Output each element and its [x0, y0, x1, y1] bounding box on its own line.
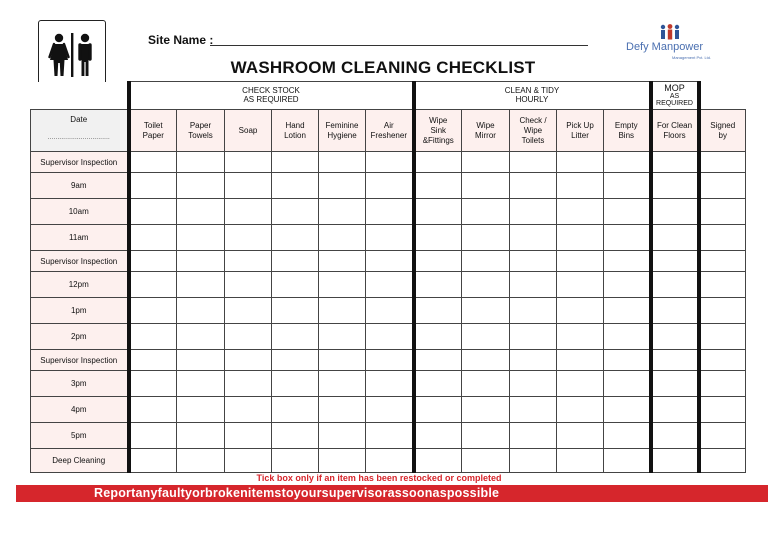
tick-box[interactable] [366, 423, 414, 449]
tick-box[interactable] [129, 397, 177, 423]
tick-box[interactable] [225, 324, 272, 350]
tick-box[interactable] [557, 173, 604, 199]
tick-box[interactable] [366, 251, 414, 272]
tick-box[interactable] [557, 449, 604, 473]
tick-box[interactable] [272, 449, 319, 473]
tick-box[interactable] [129, 251, 177, 272]
group-header-row [31, 82, 746, 110]
table-row [31, 350, 746, 371]
tick-box[interactable] [225, 397, 272, 423]
tick-box[interactable] [177, 371, 225, 397]
tick-box[interactable] [604, 152, 651, 173]
row-label: 1pm [31, 298, 129, 324]
tick-box[interactable] [129, 199, 177, 225]
table-row [31, 423, 746, 449]
tick-box[interactable] [177, 449, 225, 473]
tick-box[interactable] [604, 449, 651, 473]
date-column-header: Date ................................ [31, 110, 129, 152]
tick-box[interactable] [557, 324, 604, 350]
tick-box[interactable] [604, 225, 651, 251]
table-row [31, 272, 746, 298]
tick-box[interactable] [319, 199, 366, 225]
group-mop: MOP AS REQUIRED [651, 82, 699, 110]
tick-box[interactable] [272, 251, 319, 272]
blank-signed-group [699, 82, 746, 110]
col-wipe-sink: Wipe Sink &Fittings [414, 110, 462, 152]
tick-box[interactable] [651, 152, 699, 173]
tick-box[interactable] [510, 324, 557, 350]
row-label: 5pm [31, 423, 129, 449]
row-label: Supervisor Inspection [31, 251, 129, 272]
tick-box[interactable] [366, 371, 414, 397]
col-air-freshener: Air Freshener [366, 110, 414, 152]
tick-box[interactable] [414, 423, 462, 449]
table-row [31, 324, 746, 350]
tick-box[interactable] [366, 350, 414, 371]
tick-box[interactable] [699, 423, 746, 449]
tick-box[interactable] [651, 199, 699, 225]
tick-box[interactable] [462, 298, 510, 324]
col-wipe-mirror: Wipe Mirror [462, 110, 510, 152]
tick-box[interactable] [462, 173, 510, 199]
tick-box[interactable] [557, 397, 604, 423]
tick-box[interactable] [319, 449, 366, 473]
tick-box[interactable] [699, 251, 746, 272]
tick-box[interactable] [225, 199, 272, 225]
site-name-label: Site Name : [148, 33, 214, 47]
tick-box[interactable] [557, 272, 604, 298]
tick-box[interactable] [651, 423, 699, 449]
tick-box[interactable] [177, 225, 225, 251]
tick-box[interactable] [414, 152, 462, 173]
tick-box[interactable] [177, 397, 225, 423]
page-title: WASHROOM CLEANING CHECKLIST [230, 58, 536, 77]
tick-box[interactable] [510, 173, 557, 199]
col-soap: Soap [225, 110, 272, 152]
tick-box[interactable] [462, 199, 510, 225]
tick-box[interactable] [604, 251, 651, 272]
tick-box[interactable] [557, 371, 604, 397]
tick-box[interactable] [699, 173, 746, 199]
tick-box[interactable] [604, 199, 651, 225]
tick-box[interactable] [604, 298, 651, 324]
tick-box[interactable] [414, 449, 462, 473]
col-hand-lotion: Hand Lotion [272, 110, 319, 152]
tick-box[interactable] [462, 449, 510, 473]
tick-box[interactable] [366, 324, 414, 350]
row-label: 11am [31, 225, 129, 251]
tick-box[interactable] [557, 350, 604, 371]
table-row [31, 449, 746, 473]
tick-box[interactable] [129, 152, 177, 173]
tick-box[interactable] [272, 298, 319, 324]
tick-box[interactable] [319, 423, 366, 449]
table-row [31, 199, 746, 225]
tick-box[interactable] [462, 152, 510, 173]
tick-box[interactable] [366, 449, 414, 473]
tick-box[interactable] [177, 324, 225, 350]
table-row [31, 397, 746, 423]
tick-box[interactable] [319, 350, 366, 371]
tick-box[interactable] [225, 173, 272, 199]
tick-box[interactable] [129, 423, 177, 449]
tick-box[interactable] [462, 397, 510, 423]
tick-box[interactable] [414, 173, 462, 199]
tick-box[interactable] [414, 199, 462, 225]
tick-box[interactable] [272, 173, 319, 199]
tick-box[interactable] [557, 225, 604, 251]
row-label: Deep Cleaning [31, 449, 129, 473]
tick-box[interactable] [699, 225, 746, 251]
tick-box[interactable] [651, 371, 699, 397]
tick-box[interactable] [129, 272, 177, 298]
row-label: Supervisor Inspection [31, 152, 129, 173]
col-pick-up-litter: Pick Up Litter [557, 110, 604, 152]
tick-box[interactable] [129, 298, 177, 324]
tick-box[interactable] [699, 449, 746, 473]
col-paper-towels: Paper Towels [177, 110, 225, 152]
row-label: 12pm [31, 272, 129, 298]
column-header-row [31, 110, 746, 152]
tick-box[interactable] [462, 423, 510, 449]
blank-corner [31, 82, 129, 110]
tick-box[interactable] [510, 298, 557, 324]
tick-box[interactable] [272, 371, 319, 397]
tick-box[interactable] [510, 199, 557, 225]
footer-note: Tick box only if an item has been restocked or completed [256, 473, 502, 483]
tick-box[interactable] [319, 272, 366, 298]
tick-box[interactable] [177, 423, 225, 449]
tick-box[interactable] [272, 152, 319, 173]
row-label: 3pm [31, 371, 129, 397]
tick-box[interactable] [177, 152, 225, 173]
tick-box[interactable] [177, 173, 225, 199]
tick-box[interactable] [699, 152, 746, 173]
row-label: 10am [31, 199, 129, 225]
tick-box[interactable] [319, 251, 366, 272]
tick-box[interactable] [699, 324, 746, 350]
tick-box[interactable] [319, 371, 366, 397]
tick-box[interactable] [651, 298, 699, 324]
tick-box[interactable] [510, 350, 557, 371]
tick-box[interactable] [510, 272, 557, 298]
tick-box[interactable] [225, 152, 272, 173]
tick-box[interactable] [604, 272, 651, 298]
tick-box[interactable] [414, 298, 462, 324]
col-empty-bins: Empty Bins [604, 110, 651, 152]
tick-box[interactable] [557, 199, 604, 225]
tick-box[interactable] [225, 251, 272, 272]
tick-box[interactable] [225, 272, 272, 298]
col-for-clean-floors: For Clean Floors [651, 110, 699, 152]
tick-box[interactable] [177, 251, 225, 272]
tick-box[interactable] [129, 371, 177, 397]
tick-box[interactable] [366, 199, 414, 225]
tick-box[interactable] [510, 225, 557, 251]
tick-box[interactable] [557, 152, 604, 173]
tick-box[interactable] [177, 272, 225, 298]
tick-box[interactable] [462, 272, 510, 298]
tick-box[interactable] [651, 449, 699, 473]
tick-box[interactable] [651, 324, 699, 350]
tick-box[interactable] [510, 397, 557, 423]
row-label: 4pm [31, 397, 129, 423]
tick-box[interactable] [462, 225, 510, 251]
tick-box[interactable] [177, 199, 225, 225]
tick-box[interactable] [604, 350, 651, 371]
tick-box[interactable] [319, 173, 366, 199]
logo-subtitle: Management Pvt. Ltd. [672, 55, 712, 60]
tick-box[interactable] [225, 371, 272, 397]
tick-box[interactable] [366, 225, 414, 251]
tick-box[interactable] [557, 423, 604, 449]
tick-box[interactable] [177, 350, 225, 371]
tick-box[interactable] [510, 449, 557, 473]
tick-box[interactable] [604, 173, 651, 199]
tick-box[interactable] [414, 225, 462, 251]
tick-box[interactable] [604, 371, 651, 397]
table-row [31, 298, 746, 324]
group-clean-tidy: CLEAN & TIDY HOURLY [414, 82, 651, 110]
tick-box[interactable] [272, 199, 319, 225]
tick-box[interactable] [272, 324, 319, 350]
tick-box[interactable] [699, 199, 746, 225]
tick-box[interactable] [462, 251, 510, 272]
tick-box[interactable] [129, 324, 177, 350]
tick-box[interactable] [319, 152, 366, 173]
row-label: 9am [31, 173, 129, 199]
tick-box[interactable] [366, 397, 414, 423]
tick-box[interactable] [651, 173, 699, 199]
tick-box[interactable] [604, 423, 651, 449]
tick-box[interactable] [319, 225, 366, 251]
tick-box[interactable] [651, 350, 699, 371]
tick-box[interactable] [604, 397, 651, 423]
col-signed-by: Signed by [699, 110, 746, 152]
tick-box[interactable] [699, 350, 746, 371]
table-row [31, 152, 746, 173]
restroom-icon-box [38, 20, 106, 90]
col-feminine-hygiene: Feminine Hygiene [319, 110, 366, 152]
tick-box[interactable] [319, 324, 366, 350]
tick-box[interactable] [225, 225, 272, 251]
tick-box[interactable] [414, 251, 462, 272]
tick-box[interactable] [699, 371, 746, 397]
table-row [31, 371, 746, 397]
tick-box[interactable] [462, 324, 510, 350]
tick-box[interactable] [177, 298, 225, 324]
tick-box[interactable] [129, 173, 177, 199]
tick-box[interactable] [651, 397, 699, 423]
site-name-field[interactable] [210, 45, 588, 46]
tick-box[interactable] [414, 397, 462, 423]
tick-box[interactable] [699, 272, 746, 298]
tick-box[interactable] [272, 350, 319, 371]
tick-box[interactable] [510, 152, 557, 173]
tick-box[interactable] [651, 272, 699, 298]
col-toilet-paper: Toilet Paper [129, 110, 177, 152]
people-logo-icon [658, 24, 682, 40]
tick-box[interactable] [129, 449, 177, 473]
tick-box[interactable] [414, 371, 462, 397]
tick-box[interactable] [510, 251, 557, 272]
tick-box[interactable] [272, 225, 319, 251]
tick-box[interactable] [651, 225, 699, 251]
tick-box[interactable] [272, 272, 319, 298]
row-label: Supervisor Inspection [31, 350, 129, 371]
tick-box[interactable] [272, 423, 319, 449]
tick-box[interactable] [319, 298, 366, 324]
tick-box[interactable] [651, 251, 699, 272]
tick-box[interactable] [510, 423, 557, 449]
tick-box[interactable] [557, 251, 604, 272]
tick-box[interactable] [366, 298, 414, 324]
table-row [31, 251, 746, 272]
tick-box[interactable] [557, 298, 604, 324]
logo-name: Defy Manpower [626, 41, 704, 53]
row-label: 2pm [31, 324, 129, 350]
tick-box[interactable] [699, 397, 746, 423]
tick-box[interactable] [129, 225, 177, 251]
tick-box[interactable] [319, 397, 366, 423]
tick-box[interactable] [129, 350, 177, 371]
col-check-wipe-toilets: Check / Wipe Toilets [510, 110, 557, 152]
tick-box[interactable] [366, 173, 414, 199]
tick-box[interactable] [272, 397, 319, 423]
tick-box[interactable] [366, 272, 414, 298]
tick-box[interactable] [225, 298, 272, 324]
table-row [31, 225, 746, 251]
tick-box[interactable] [225, 350, 272, 371]
tick-box[interactable] [225, 449, 272, 473]
tick-box[interactable] [462, 371, 510, 397]
tick-box[interactable] [604, 324, 651, 350]
tick-box[interactable] [414, 350, 462, 371]
tick-box[interactable] [462, 350, 510, 371]
tick-box[interactable] [414, 272, 462, 298]
tick-box[interactable] [225, 423, 272, 449]
tick-box[interactable] [699, 298, 746, 324]
table-row [31, 173, 746, 199]
tick-box[interactable] [510, 371, 557, 397]
checklist-table [30, 81, 746, 473]
tick-box[interactable] [366, 152, 414, 173]
footer-banner: Reportanyfaultyorbrokenitemstoyoursupervisorassoonaspossible [16, 485, 768, 502]
tick-box[interactable] [414, 324, 462, 350]
group-check-stock: CHECK STOCK AS REQUIRED [129, 82, 414, 110]
